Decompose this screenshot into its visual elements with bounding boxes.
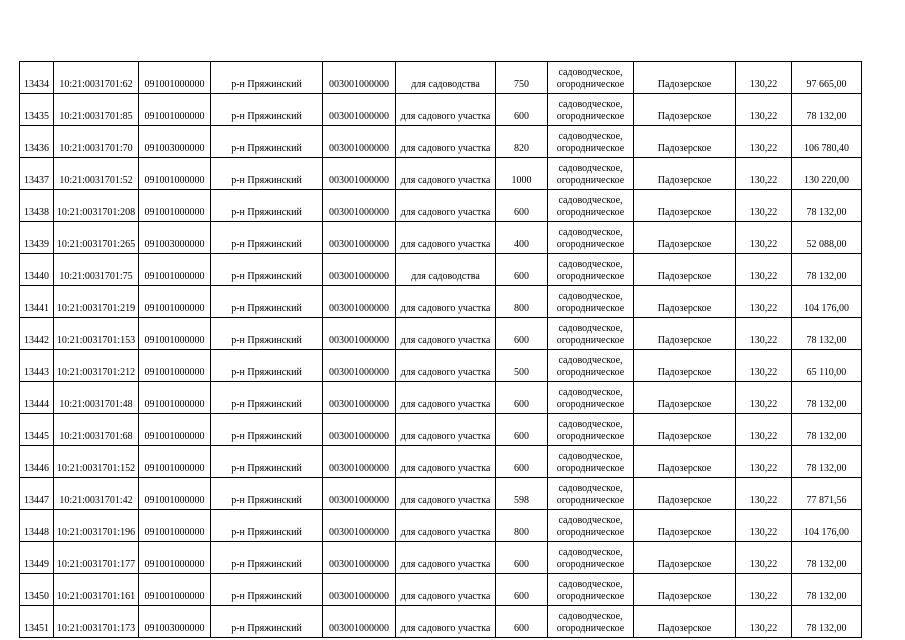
oktmo-code-cell: 091001000000 bbox=[139, 350, 211, 382]
area-value-cell: 600 bbox=[496, 574, 548, 606]
cadastral-number-cell: 10:21:0031701:153 bbox=[54, 318, 139, 350]
cadastral-value-cell: 78 132,00 bbox=[792, 542, 862, 574]
usage-type-cell: садоводческое, огородническое bbox=[548, 254, 634, 286]
cadastral-number-cell: 10:21:0031701:196 bbox=[54, 510, 139, 542]
table-body bbox=[20, 62, 862, 638]
usage-type-cell: садоводческое, огородническое bbox=[548, 414, 634, 446]
document-page bbox=[19, 61, 862, 638]
usage-type-cell: садоводческое, огородническое bbox=[548, 510, 634, 542]
category-code-cell: 003001000000 bbox=[323, 318, 396, 350]
category-code-cell: 003001000000 bbox=[323, 414, 396, 446]
area-value-cell: 600 bbox=[496, 318, 548, 350]
table-row bbox=[20, 94, 862, 126]
settlement-name-cell: Падозерское bbox=[634, 158, 736, 190]
settlement-name-cell: Падозерское bbox=[634, 414, 736, 446]
table-row bbox=[20, 350, 862, 382]
settlement-name-cell: Падозерское bbox=[634, 542, 736, 574]
oktmo-code-cell: 091001000000 bbox=[139, 254, 211, 286]
area-value-cell: 600 bbox=[496, 382, 548, 414]
category-code-cell: 003001000000 bbox=[323, 254, 396, 286]
settlement-name-cell: Падозерское bbox=[634, 94, 736, 126]
specific-value-cell: 130,22 bbox=[736, 542, 792, 574]
district-name-cell: р-н Пряжинский bbox=[211, 446, 323, 478]
table-row bbox=[20, 286, 862, 318]
area-value-cell: 600 bbox=[496, 254, 548, 286]
cadastral-value-cell: 78 132,00 bbox=[792, 574, 862, 606]
settlement-name-cell: Падозерское bbox=[634, 286, 736, 318]
area-value-cell: 500 bbox=[496, 350, 548, 382]
settlement-name-cell: Падозерское bbox=[634, 478, 736, 510]
district-name-cell: р-н Пряжинский bbox=[211, 542, 323, 574]
category-code-cell: 003001000000 bbox=[323, 446, 396, 478]
area-value-cell: 598 bbox=[496, 478, 548, 510]
usage-type-cell: садоводческое, огородническое bbox=[548, 350, 634, 382]
usage-type-cell: садоводческое, огородническое bbox=[548, 446, 634, 478]
cadastral-value-cell: 77 871,56 bbox=[792, 478, 862, 510]
settlement-name-cell: Падозерское bbox=[634, 190, 736, 222]
district-name-cell: р-н Пряжинский bbox=[211, 510, 323, 542]
cadastral-value-cell: 78 132,00 bbox=[792, 94, 862, 126]
cadastral-number-cell: 10:21:0031701:52 bbox=[54, 158, 139, 190]
usage-type-cell: садоводческое, огородническое bbox=[548, 222, 634, 254]
usage-type-cell: садоводческое, огородническое bbox=[548, 478, 634, 510]
specific-value-cell: 130,22 bbox=[736, 190, 792, 222]
oktmo-code-cell: 091001000000 bbox=[139, 382, 211, 414]
row-number-cell: 13446 bbox=[20, 446, 54, 478]
cadastral-number-cell: 10:21:0031701:208 bbox=[54, 190, 139, 222]
settlement-name-cell: Падозерское bbox=[634, 126, 736, 158]
oktmo-code-cell: 091003000000 bbox=[139, 606, 211, 638]
settlement-name-cell: Падозерское bbox=[634, 606, 736, 638]
category-code-cell: 003001000000 bbox=[323, 510, 396, 542]
district-name-cell: р-н Пряжинский bbox=[211, 606, 323, 638]
cadastral-value-cell: 78 132,00 bbox=[792, 382, 862, 414]
table-row bbox=[20, 510, 862, 542]
area-value-cell: 600 bbox=[496, 542, 548, 574]
settlement-name-cell: Падозерское bbox=[634, 446, 736, 478]
permitted-use-cell: для садового участка bbox=[396, 542, 496, 574]
table-row bbox=[20, 254, 862, 286]
settlement-name-cell: Падозерское bbox=[634, 574, 736, 606]
settlement-name-cell: Падозерское bbox=[634, 350, 736, 382]
usage-type-cell: садоводческое, огородническое bbox=[548, 286, 634, 318]
cadastral-value-cell: 65 110,00 bbox=[792, 350, 862, 382]
cadastral-number-cell: 10:21:0031701:85 bbox=[54, 94, 139, 126]
usage-type-cell: садоводческое, огородническое bbox=[548, 574, 634, 606]
specific-value-cell: 130,22 bbox=[736, 126, 792, 158]
table-row bbox=[20, 190, 862, 222]
table-row bbox=[20, 382, 862, 414]
row-number-cell: 13450 bbox=[20, 574, 54, 606]
table-row bbox=[20, 478, 862, 510]
district-name-cell: р-н Пряжинский bbox=[211, 190, 323, 222]
category-code-cell: 003001000000 bbox=[323, 542, 396, 574]
row-number-cell: 13439 bbox=[20, 222, 54, 254]
table-row bbox=[20, 126, 862, 158]
row-number-cell: 13449 bbox=[20, 542, 54, 574]
area-value-cell: 600 bbox=[496, 94, 548, 126]
row-number-cell: 13443 bbox=[20, 350, 54, 382]
cadastral-number-cell: 10:21:0031701:48 bbox=[54, 382, 139, 414]
category-code-cell: 003001000000 bbox=[323, 222, 396, 254]
table-row bbox=[20, 446, 862, 478]
oktmo-code-cell: 091001000000 bbox=[139, 286, 211, 318]
cadastral-value-cell: 78 132,00 bbox=[792, 446, 862, 478]
district-name-cell: р-н Пряжинский bbox=[211, 350, 323, 382]
oktmo-code-cell: 091001000000 bbox=[139, 190, 211, 222]
permitted-use-cell: для садового участка bbox=[396, 318, 496, 350]
usage-type-cell: садоводческое, огородническое bbox=[548, 126, 634, 158]
cadastral-number-cell: 10:21:0031701:70 bbox=[54, 126, 139, 158]
row-number-cell: 13447 bbox=[20, 478, 54, 510]
area-value-cell: 1000 bbox=[496, 158, 548, 190]
category-code-cell: 003001000000 bbox=[323, 126, 396, 158]
specific-value-cell: 130,22 bbox=[736, 510, 792, 542]
oktmo-code-cell: 091003000000 bbox=[139, 222, 211, 254]
row-number-cell: 13434 bbox=[20, 62, 54, 94]
category-code-cell: 003001000000 bbox=[323, 94, 396, 126]
cadastral-number-cell: 10:21:0031701:173 bbox=[54, 606, 139, 638]
area-value-cell: 400 bbox=[496, 222, 548, 254]
oktmo-code-cell: 091001000000 bbox=[139, 446, 211, 478]
cadastral-value-cell: 78 132,00 bbox=[792, 254, 862, 286]
row-number-cell: 13451 bbox=[20, 606, 54, 638]
category-code-cell: 003001000000 bbox=[323, 606, 396, 638]
permitted-use-cell: для садового участка bbox=[396, 446, 496, 478]
usage-type-cell: садоводческое, огородническое bbox=[548, 62, 634, 94]
specific-value-cell: 130,22 bbox=[736, 574, 792, 606]
permitted-use-cell: для садового участка bbox=[396, 510, 496, 542]
district-name-cell: р-н Пряжинский bbox=[211, 478, 323, 510]
table-row bbox=[20, 414, 862, 446]
cadastral-number-cell: 10:21:0031701:152 bbox=[54, 446, 139, 478]
row-number-cell: 13444 bbox=[20, 382, 54, 414]
usage-type-cell: садоводческое, огородническое bbox=[548, 158, 634, 190]
specific-value-cell: 130,22 bbox=[736, 606, 792, 638]
district-name-cell: р-н Пряжинский bbox=[211, 158, 323, 190]
cadastral-number-cell: 10:21:0031701:219 bbox=[54, 286, 139, 318]
specific-value-cell: 130,22 bbox=[736, 414, 792, 446]
cadastral-number-cell: 10:21:0031701:75 bbox=[54, 254, 139, 286]
cadastral-value-cell: 97 665,00 bbox=[792, 62, 862, 94]
row-number-cell: 13440 bbox=[20, 254, 54, 286]
specific-value-cell: 130,22 bbox=[736, 254, 792, 286]
table-row bbox=[20, 158, 862, 190]
category-code-cell: 003001000000 bbox=[323, 574, 396, 606]
cadastral-value-cell: 52 088,00 bbox=[792, 222, 862, 254]
oktmo-code-cell: 091001000000 bbox=[139, 574, 211, 606]
row-number-cell: 13441 bbox=[20, 286, 54, 318]
area-value-cell: 800 bbox=[496, 286, 548, 318]
district-name-cell: р-н Пряжинский bbox=[211, 94, 323, 126]
cadastral-value-cell: 104 176,00 bbox=[792, 286, 862, 318]
row-number-cell: 13445 bbox=[20, 414, 54, 446]
oktmo-code-cell: 091003000000 bbox=[139, 126, 211, 158]
oktmo-code-cell: 091001000000 bbox=[139, 510, 211, 542]
district-name-cell: р-н Пряжинский bbox=[211, 414, 323, 446]
oktmo-code-cell: 091001000000 bbox=[139, 158, 211, 190]
row-number-cell: 13435 bbox=[20, 94, 54, 126]
usage-type-cell: садоводческое, огородническое bbox=[548, 606, 634, 638]
cadastral-value-cell: 78 132,00 bbox=[792, 414, 862, 446]
land-plot-table bbox=[19, 61, 862, 638]
permitted-use-cell: для садового участка bbox=[396, 158, 496, 190]
area-value-cell: 750 bbox=[496, 62, 548, 94]
table-row bbox=[20, 606, 862, 638]
area-value-cell: 600 bbox=[496, 414, 548, 446]
cadastral-number-cell: 10:21:0031701:161 bbox=[54, 574, 139, 606]
specific-value-cell: 130,22 bbox=[736, 478, 792, 510]
area-value-cell: 600 bbox=[496, 190, 548, 222]
area-value-cell: 800 bbox=[496, 510, 548, 542]
row-number-cell: 13437 bbox=[20, 158, 54, 190]
cadastral-value-cell: 78 132,00 bbox=[792, 606, 862, 638]
specific-value-cell: 130,22 bbox=[736, 382, 792, 414]
specific-value-cell: 130,22 bbox=[736, 286, 792, 318]
district-name-cell: р-н Пряжинский bbox=[211, 318, 323, 350]
table-row bbox=[20, 574, 862, 606]
category-code-cell: 003001000000 bbox=[323, 350, 396, 382]
category-code-cell: 003001000000 bbox=[323, 286, 396, 318]
permitted-use-cell: для садового участка bbox=[396, 350, 496, 382]
cadastral-value-cell: 78 132,00 bbox=[792, 318, 862, 350]
district-name-cell: р-н Пряжинский bbox=[211, 126, 323, 158]
settlement-name-cell: Падозерское bbox=[634, 382, 736, 414]
cadastral-number-cell: 10:21:0031701:62 bbox=[54, 62, 139, 94]
table-row bbox=[20, 542, 862, 574]
table-row bbox=[20, 222, 862, 254]
row-number-cell: 13436 bbox=[20, 126, 54, 158]
specific-value-cell: 130,22 bbox=[736, 158, 792, 190]
table-row bbox=[20, 318, 862, 350]
permitted-use-cell: для садового участка bbox=[396, 574, 496, 606]
category-code-cell: 003001000000 bbox=[323, 478, 396, 510]
district-name-cell: р-н Пряжинский bbox=[211, 382, 323, 414]
cadastral-number-cell: 10:21:0031701:265 bbox=[54, 222, 139, 254]
specific-value-cell: 130,22 bbox=[736, 222, 792, 254]
cadastral-value-cell: 130 220,00 bbox=[792, 158, 862, 190]
district-name-cell: р-н Пряжинский bbox=[211, 286, 323, 318]
district-name-cell: р-н Пряжинский bbox=[211, 222, 323, 254]
cadastral-number-cell: 10:21:0031701:212 bbox=[54, 350, 139, 382]
permitted-use-cell: для садового участка bbox=[396, 126, 496, 158]
row-number-cell: 13448 bbox=[20, 510, 54, 542]
oktmo-code-cell: 091001000000 bbox=[139, 414, 211, 446]
row-number-cell: 13442 bbox=[20, 318, 54, 350]
permitted-use-cell: для садового участка bbox=[396, 382, 496, 414]
usage-type-cell: садоводческое, огородническое bbox=[548, 94, 634, 126]
oktmo-code-cell: 091001000000 bbox=[139, 478, 211, 510]
permitted-use-cell: для садового участка bbox=[396, 94, 496, 126]
table-row bbox=[20, 62, 862, 94]
oktmo-code-cell: 091001000000 bbox=[139, 542, 211, 574]
specific-value-cell: 130,22 bbox=[736, 446, 792, 478]
area-value-cell: 600 bbox=[496, 446, 548, 478]
category-code-cell: 003001000000 bbox=[323, 190, 396, 222]
area-value-cell: 820 bbox=[496, 126, 548, 158]
permitted-use-cell: для садового участка bbox=[396, 478, 496, 510]
settlement-name-cell: Падозерское bbox=[634, 318, 736, 350]
permitted-use-cell: для садового участка bbox=[396, 190, 496, 222]
permitted-use-cell: для садового участка bbox=[396, 286, 496, 318]
usage-type-cell: садоводческое, огородническое bbox=[548, 318, 634, 350]
cadastral-number-cell: 10:21:0031701:68 bbox=[54, 414, 139, 446]
specific-value-cell: 130,22 bbox=[736, 318, 792, 350]
permitted-use-cell: для садового участка bbox=[396, 414, 496, 446]
permitted-use-cell: для садоводства bbox=[396, 254, 496, 286]
settlement-name-cell: Падозерское bbox=[634, 222, 736, 254]
district-name-cell: р-н Пряжинский bbox=[211, 62, 323, 94]
settlement-name-cell: Падозерское bbox=[634, 510, 736, 542]
usage-type-cell: садоводческое, огородническое bbox=[548, 382, 634, 414]
cadastral-number-cell: 10:21:0031701:42 bbox=[54, 478, 139, 510]
cadastral-value-cell: 78 132,00 bbox=[792, 190, 862, 222]
category-code-cell: 003001000000 bbox=[323, 62, 396, 94]
permitted-use-cell: для садового участка bbox=[396, 606, 496, 638]
category-code-cell: 003001000000 bbox=[323, 158, 396, 190]
area-value-cell: 600 bbox=[496, 606, 548, 638]
cadastral-value-cell: 104 176,00 bbox=[792, 510, 862, 542]
district-name-cell: р-н Пряжинский bbox=[211, 254, 323, 286]
usage-type-cell: садоводческое, огородническое bbox=[548, 542, 634, 574]
oktmo-code-cell: 091001000000 bbox=[139, 94, 211, 126]
cadastral-number-cell: 10:21:0031701:177 bbox=[54, 542, 139, 574]
oktmo-code-cell: 091001000000 bbox=[139, 62, 211, 94]
permitted-use-cell: для садового участка bbox=[396, 222, 496, 254]
specific-value-cell: 130,22 bbox=[736, 94, 792, 126]
usage-type-cell: садоводческое, огородническое bbox=[548, 190, 634, 222]
row-number-cell: 13438 bbox=[20, 190, 54, 222]
specific-value-cell: 130,22 bbox=[736, 62, 792, 94]
district-name-cell: р-н Пряжинский bbox=[211, 574, 323, 606]
category-code-cell: 003001000000 bbox=[323, 382, 396, 414]
oktmo-code-cell: 091001000000 bbox=[139, 318, 211, 350]
permitted-use-cell: для садоводства bbox=[396, 62, 496, 94]
specific-value-cell: 130,22 bbox=[736, 350, 792, 382]
cadastral-value-cell: 106 780,40 bbox=[792, 126, 862, 158]
settlement-name-cell: Падозерское bbox=[634, 62, 736, 94]
settlement-name-cell: Падозерское bbox=[634, 254, 736, 286]
